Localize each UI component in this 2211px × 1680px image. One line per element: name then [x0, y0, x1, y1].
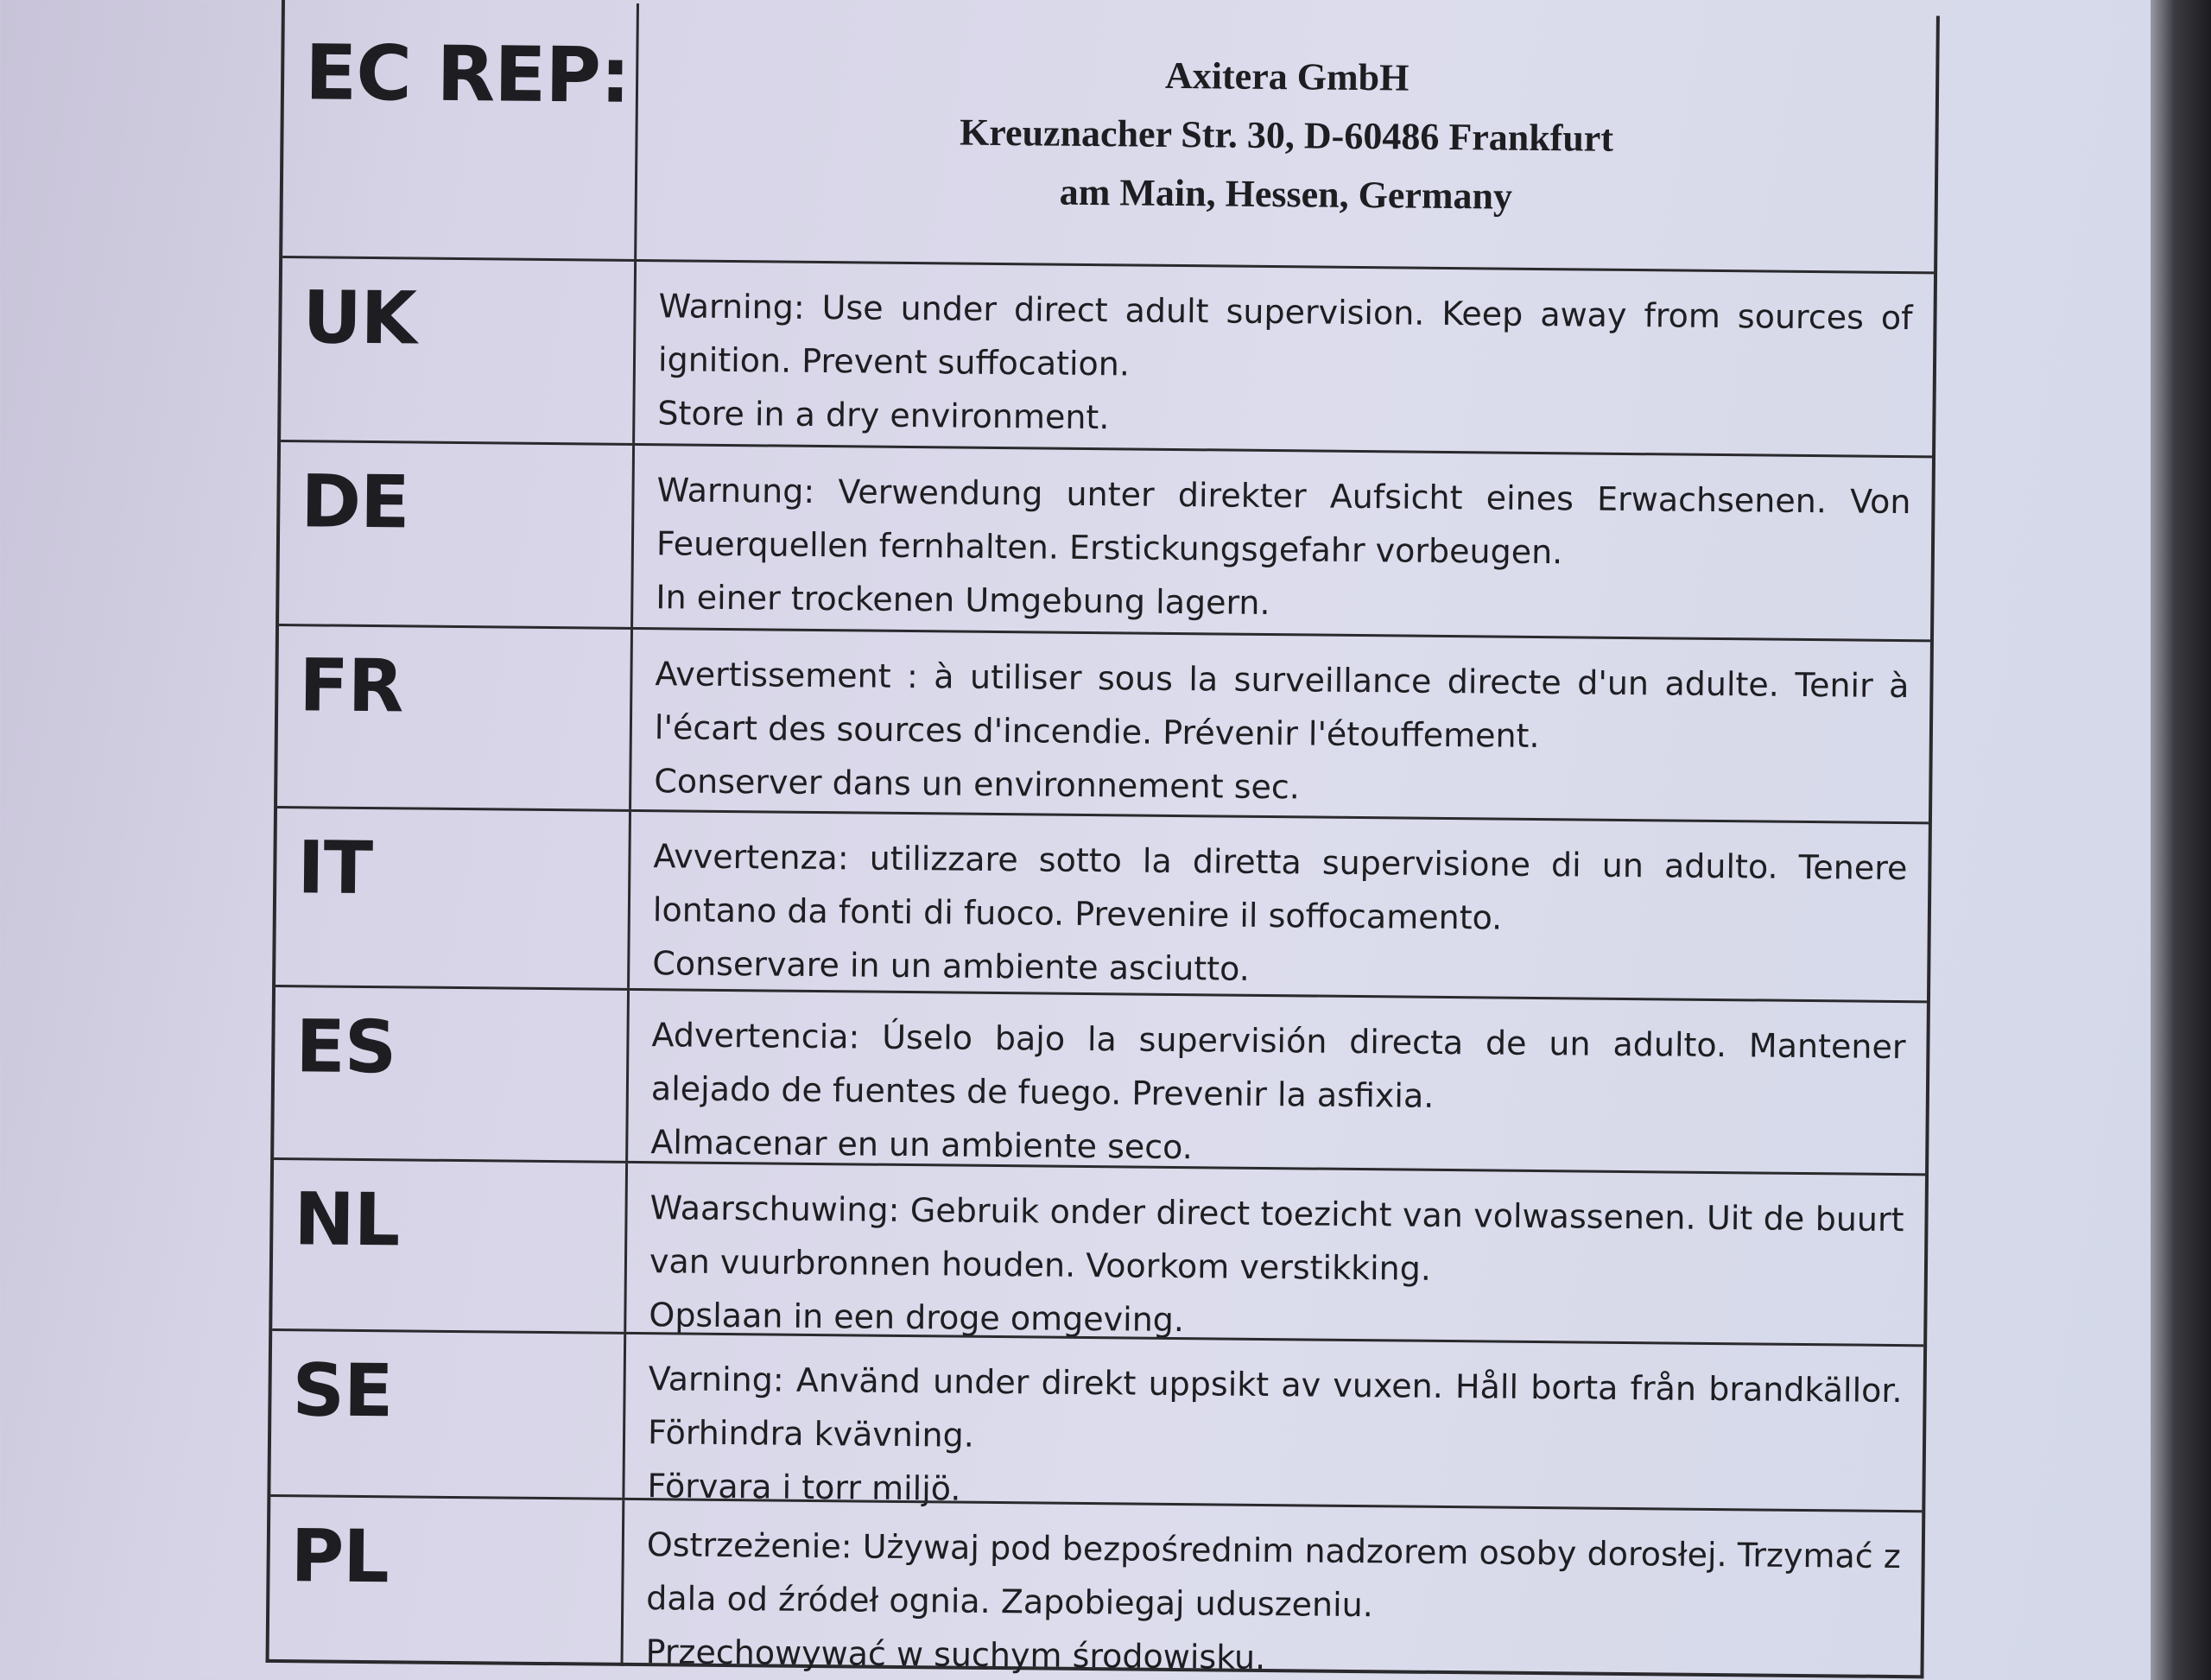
country-code: ES [274, 987, 630, 1161]
storage-sentence: Przechowywać w suchym środowisku. [645, 1632, 1266, 1677]
table-row-nl [272, 1157, 1925, 1344]
warning-text [626, 1163, 1925, 1344]
ec-rep-address-line1: Kreuznacher Str. 30, D-60486 Frankfurt [959, 111, 1614, 160]
table-row-fr [277, 624, 1930, 821]
table-row-es [274, 985, 1927, 1173]
background-shadow [2151, 0, 2211, 1680]
warning-text [635, 262, 1934, 455]
warning-sentence: Waarschuwing: Gebruik onder direct toezicht van volwassenen. Uit de buurt van vuurbronnen houden. Voorkom verstikking. [649, 1189, 1904, 1288]
country-code: IT [276, 808, 631, 988]
storage-sentence: Conserver dans un environnement sec. [654, 762, 1301, 807]
ec-rep-row [282, 0, 1936, 271]
warning-text [631, 630, 1930, 821]
storage-sentence: Conservare in un ambiente asciutto. [652, 944, 1251, 988]
warning-sentence: Warnung: Verwendung unter direkter Aufsicht eines Erwachsenen. Von Feuerquellen fernhalten. Erstickungsgefahr vorbeugen. [656, 471, 1911, 572]
warning-label-table [266, 0, 1940, 1678]
storage-sentence: Förvara i torr miljö. [647, 1467, 961, 1508]
warning-text [624, 1334, 1923, 1510]
warning-sentence: Avvertenza: utilizzare sotto la diretta supervisione di un adulto. Tenere lontano da fonti di fuoco. Prevenire il soffocamento. [652, 837, 1908, 937]
storage-sentence: In einer trockenen Umgebung lagern. [656, 578, 1270, 623]
table-row-se [270, 1328, 1923, 1510]
warning-sentence: Avertissement : à utiliser sous la surveillance directe d'un adulte. Tenir à l'écart des sources d'incendie. Prévenir l'étouffement. [654, 655, 1910, 756]
country-code: UK [281, 258, 637, 443]
table-row-pl [269, 1494, 1923, 1678]
storage-sentence: Store in a dry environment. [657, 394, 1110, 437]
country-code: NL [272, 1160, 628, 1332]
country-code: DE [279, 442, 635, 627]
country-code: PL [269, 1497, 625, 1666]
ec-rep-address-line2: am Main, Hessen, Germany [1059, 170, 1513, 218]
country-code: SE [270, 1331, 626, 1498]
ec-rep-address [637, 3, 1936, 271]
ec-rep-label: EC REP: [282, 0, 639, 259]
table-row-uk [281, 256, 1934, 455]
warning-text [624, 1500, 1923, 1678]
table-row-de [279, 440, 1932, 639]
warning-sentence: Ostrzeżenie: Używaj pod bezpośrednim nadzorem osoby dorosłej. Trzymać z dala od źródeł ognia. Zapobiegaj uduszeniu. [646, 1525, 1901, 1625]
storage-sentence: Opslaan in een droge omgeving. [649, 1296, 1185, 1340]
ec-rep-company: Axitera GmbH [1164, 54, 1410, 99]
warning-sentence: Warning: Use under direct adult supervision. Keep away from sources of ignition. Prevent suffocation. [657, 287, 1913, 384]
warning-sentence: Varning: Använd under direkt uppsikt av vuxen. Håll borta från brandkällor. Förhindra kvävning. [647, 1360, 1903, 1455]
warning-sentence: Advertencia: Úselo bajo la supervisión directa de un adulto. Mantener alejado de fuentes de fuego. Prevenir la asfixia. [650, 1016, 1906, 1115]
storage-sentence: Almacenar en un ambiente seco. [650, 1123, 1194, 1167]
warning-text [628, 991, 1927, 1173]
warning-text [630, 812, 1929, 1000]
country-code: FR [277, 626, 633, 809]
warning-text [633, 446, 1932, 639]
table-row-it [276, 806, 1929, 1000]
